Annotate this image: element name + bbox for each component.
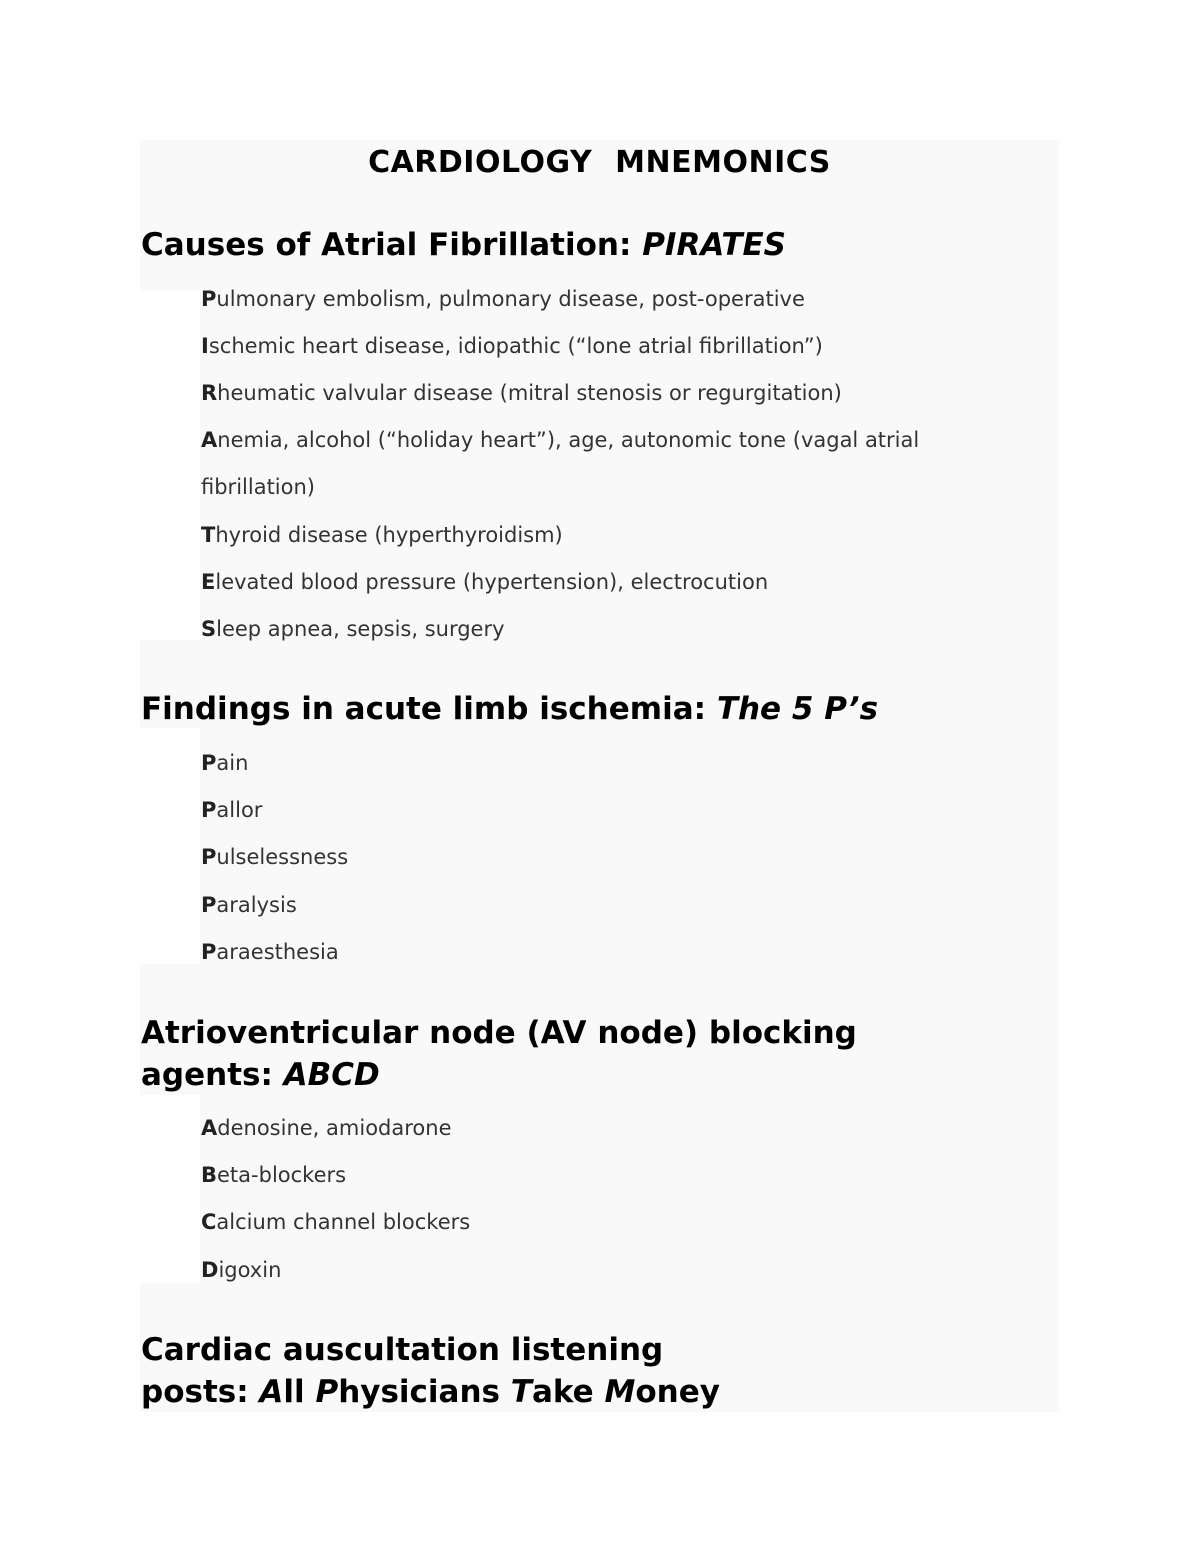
mnemonic-rest: hysicians [338,1374,511,1410]
margin-gap [140,1095,200,1283]
list-item [201,1256,470,1303]
item-text: araesthesia [216,939,339,964]
section-heading-atrial-fibrillation [141,224,786,266]
mnemonic-letter: M [604,1374,636,1410]
mnemonic-word: ABCD [283,1057,380,1093]
mnemonic-letter: B [201,1163,218,1188]
mnemonic-rest: ake [531,1374,605,1410]
mnemonic-list-abcd [201,1114,470,1303]
heading-text: Findings in acute limb ischemia: [141,691,717,727]
section-heading-auscultation [141,1329,720,1413]
mnemonic-letter: A [201,1116,218,1140]
item-text: ulmonary embolism, pulmonary disease, post-operative [216,287,805,311]
item-text: alcium channel blockers [216,1210,471,1235]
item-text: nemia, alcohol (“holiday heart”), age, autonomic tone (vagal atrial fibrillation) [201,427,920,499]
mnemonic-word: The 5 P’s [716,691,879,727]
list-item [201,938,348,985]
list-item [201,1208,470,1255]
item-text: igoxin [218,1257,282,1282]
mnemonic-letter: P [315,1374,339,1410]
mnemonic-letter: C [201,1210,217,1235]
list-item [201,285,1031,332]
item-text: hyroid disease (hyperthyroidism) [215,522,563,547]
heading-text: Atrioventricular node (AV node) blocking [141,1015,857,1051]
mnemonic-letter: R [201,381,218,406]
mnemonic-letter: P [201,287,217,311]
mnemonic-letter: A [259,1374,284,1410]
heading-text: Causes of Atrial Fibrillation: [141,227,643,263]
margin-gap [140,290,200,640]
mnemonic-letter: P [201,798,217,823]
list-item [201,843,348,890]
heading-text: agents: [141,1057,284,1093]
list-item [201,796,348,843]
list-item [201,521,1031,568]
heading-text: posts: [141,1374,260,1410]
section-heading-limb-ischemia [141,688,878,730]
mnemonic-letter: P [201,939,217,964]
list-item [201,615,1031,662]
list-item [201,417,1031,511]
mnemonic-letter: A [201,427,218,452]
document-title: CARDIOLOGY MNEMONICS [368,145,831,180]
item-text: heumatic valvular disease (mitral stenosis or regurgitation) [217,381,842,406]
mnemonic-word [259,1374,720,1410]
heading-text: Cardiac auscultation listening [141,1332,664,1368]
mnemonic-rest: ll [283,1374,316,1410]
mnemonic-letter: P [201,845,217,870]
list-item [201,332,1031,379]
mnemonic-letter: I [201,334,209,359]
section-heading-av-node [141,1012,857,1096]
mnemonic-letter: S [201,617,217,642]
item-text: ulselessness [216,845,349,870]
item-text: allor [216,798,263,823]
item-text: eta-blockers [217,1163,347,1188]
item-text: leep apnea, sepsis, surgery [216,617,505,642]
mnemonic-list-5ps [201,749,348,985]
item-text: denosine, amiodarone [217,1116,452,1140]
list-item [201,749,348,796]
item-text: schemic heart disease, idiopathic (“lone atrial fibrillation”) [208,334,823,359]
mnemonic-word: PIRATES [642,227,786,263]
item-text: aralysis [216,892,297,917]
mnemonic-letter: E [201,570,216,595]
list-item [201,1161,470,1208]
mnemonic-letter: D [201,1257,219,1282]
item-text: ain [216,751,249,775]
item-text: levated blood pressure (hypertension), electrocution [215,570,769,595]
margin-gap [140,728,200,964]
mnemonic-letter: P [201,751,217,775]
list-item [201,568,1031,615]
mnemonic-letter: T [201,522,216,547]
list-item [201,1114,470,1161]
mnemonic-list-pirates [201,285,1031,663]
list-item [201,891,348,938]
mnemonic-letter: P [201,892,217,917]
mnemonic-rest: oney [635,1374,720,1410]
mnemonic-letter: T [510,1374,532,1410]
